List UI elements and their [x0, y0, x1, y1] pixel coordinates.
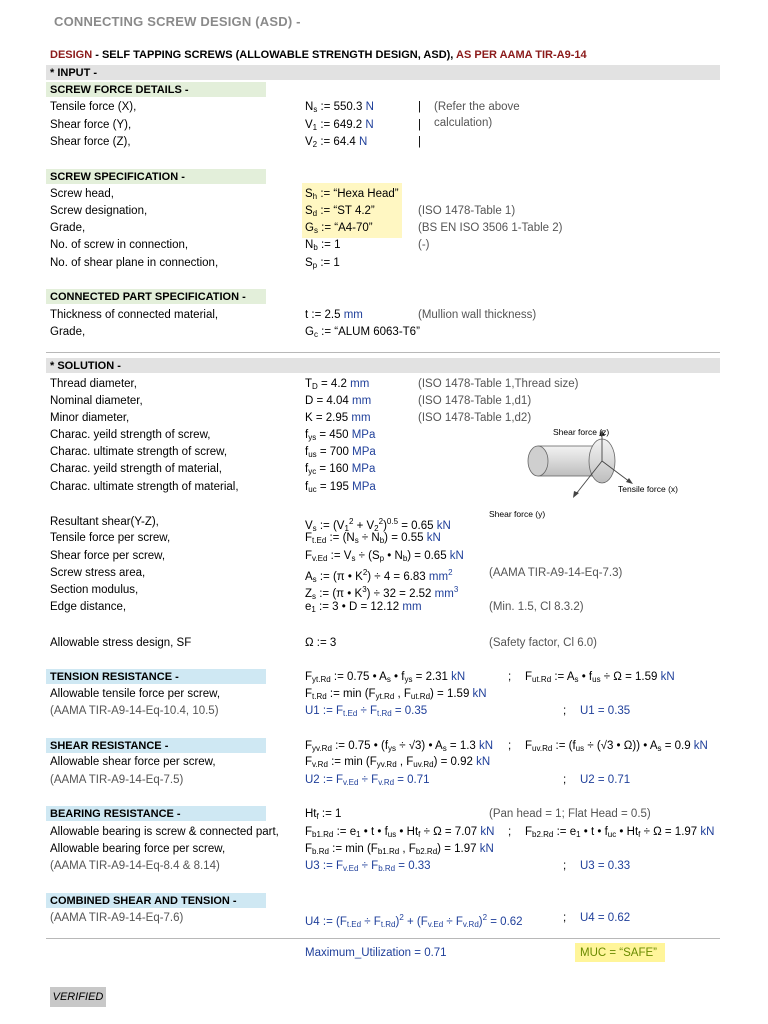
combined-ref: (AAMA TIR-A9-14-Eq-7.6) [50, 912, 184, 924]
shear-ref: (AAMA TIR-A9-14-Eq-7.5) [50, 774, 184, 786]
fig-label-shear-z: Shear force (z) [553, 427, 610, 437]
refer-note-1: (Refer the above [434, 101, 520, 113]
iso-ref: (ISO 1478-Table 1) [418, 205, 516, 217]
semi-c1: ; [563, 912, 567, 924]
nscrew-label: No. of screw in connection, [50, 239, 189, 251]
fuv-formula: $F_{uv.Rd}$ := ($f_{us} \div (√3$ • Ω)) • $A_s = 0.9$ kN [525, 740, 708, 753]
semi-b1: ; [508, 826, 512, 838]
shear-y-label: Shear force (Y), [50, 119, 132, 131]
u3-formula: U3 := $F_{v.Ed} \div F_{b.Rd} = 0.33$ [305, 860, 431, 873]
fys-value: $f_{ys} = 450$ MPa [305, 429, 376, 442]
thread-label: Thread diameter, [50, 378, 137, 390]
fus-value: $f_{us} = 700$ MPa [305, 446, 376, 459]
design-label: DESIGN [50, 49, 93, 61]
design-std: AS PER AAMA TIR-A9-14 [456, 49, 587, 61]
ft-formula: $F_{t.Ed}$ := $(N_s \div N_b) = 0.55$ kN [305, 532, 441, 545]
u3-result: U3 = 0.33 [580, 860, 631, 872]
page-title: CONNECTING SCREW DESIGN (ASD) - [54, 14, 301, 29]
sp-value: $S_p$ := 1 [305, 257, 340, 270]
input-bar [46, 65, 720, 80]
desig-label: Screw designation, [50, 205, 148, 217]
shear-label: Allowable shear force per screw, [50, 756, 216, 768]
edge-label: Edge distance, [50, 601, 127, 613]
input-section-title: * INPUT - [50, 67, 98, 79]
v1-value: $V_1$ := 649.2 N [305, 119, 374, 132]
fb1-formula: $F_{b1.Rd}$ := $e_1$ • t • $f_{us}$ • $Ht_f \div \Omega = 7.07$ kN [305, 826, 495, 839]
u4-formula: U4 := $(F_{t.Ed} \div F_{t.Rd})^2 + (F_{v.Ed} \div F_{v.Rd})^2 = 0.62$ [305, 913, 523, 929]
grade-label: Grade, [50, 222, 86, 234]
sh-value: $S_h$ := “Hexa Head” [305, 188, 399, 201]
fbrd-formula: $F_{b.Rd}$ := $\min (F_{b1.Rd}$ , $F_{b2.Rd}) = 1.97$ kN [305, 843, 494, 856]
fvrd-formula: $F_{v.Rd}$ := $\min (F_{yv.Rd}$ , $F_{uv.Rd}) = 0.92$ kN [305, 756, 491, 769]
tension-ref: (AAMA TIR-A9-14-Eq-10.4, 10.5) [50, 705, 219, 717]
d-value: D = 4.04 mm [305, 395, 372, 407]
solution-section-title: * SOLUTION - [50, 360, 121, 372]
bs-ref: (BS EN ISO 3506 1-Table 2) [418, 222, 563, 234]
muc-result: MUC = “SAFE” [580, 947, 657, 959]
fig-label-tensile: Tensile force (x) [618, 484, 678, 494]
fyc-value: $f_{yc} = 160$ MPa [305, 463, 376, 476]
htf-value: $Ht_f$ := 1 [305, 808, 342, 821]
fus-label: Charac. ultimate strength of screw, [50, 446, 228, 458]
shear-section-title: SHEAR RESISTANCE - [50, 740, 169, 752]
k-value: K = 2.95 mm [305, 412, 371, 424]
divider-2 [46, 938, 720, 939]
sd-value: $S_d$ := “ST 4.2” [305, 205, 375, 218]
nb-value: $N_b$ := 1 [305, 239, 341, 252]
design-desc: - SELF TAPPING SCREWS (ALLOWABLE STRENGTH DESIGN, ASD), [92, 49, 457, 61]
tps-label: Tensile force per screw, [50, 532, 171, 544]
refer-note-2: calculation) [434, 117, 493, 129]
nshear-label: No. of shear plane in connection, [50, 257, 219, 269]
ns-value: $N_s$ := 550.3 N [305, 101, 374, 114]
fv-formula: $F_{v.Ed}$ := $V_s \div (S_p$ • $N_b) = 0.65$ kN [305, 550, 464, 563]
v2-value: $V_2$ := 64.4 N [305, 136, 368, 149]
min-edge-ref: (Min. 1.5, Cl 8.3.2) [489, 601, 584, 613]
shear-z-label: Shear force (Z), [50, 136, 131, 148]
solution-bar [46, 358, 720, 373]
pipe-2: | [418, 119, 421, 131]
area-label: Screw stress area, [50, 567, 146, 579]
sf-note: (Safety factor, Cl 6.0) [489, 637, 598, 649]
fuc-label: Charac. ultimate strength of material, [50, 481, 239, 493]
omega-value: Ω := 3 [305, 637, 337, 649]
semi-s1: ; [508, 740, 512, 752]
screw-end [528, 446, 548, 476]
design-line [50, 48, 587, 62]
force-section-title: SCREW FORCE DETAILS - [50, 84, 189, 96]
td-value: $T_D = 4.2$ mm [305, 378, 370, 391]
combined-section-title: COMBINED SHEAR AND TENSION - [50, 895, 237, 907]
tensile-label: Tensile force (X), [50, 101, 137, 113]
pipe-3: | [418, 136, 421, 148]
verified-stamp: VERIFIED [50, 987, 106, 1007]
bearing-label-2: Allowable bearing force per screw, [50, 843, 226, 855]
u2-result: U2 = 0.71 [580, 774, 631, 786]
asd-label: Allowable stress design, SF [50, 637, 192, 649]
zs-formula: $Z_s$ := (π • $K^3) \div 32 = 2.52$ $mm^3$ [305, 585, 459, 601]
aama-73-ref: (AAMA TIR-A9-14-Eq-7.3) [489, 567, 623, 579]
head-label: Screw head, [50, 188, 114, 200]
semi-s2: ; [563, 774, 567, 786]
fig-label-shear-y: Shear force (y) [489, 509, 546, 519]
iso-d1-ref: (ISO 1478-Table 1,d1) [418, 395, 532, 407]
dash-ref: (-) [418, 239, 430, 251]
gs-value: $G_s$ := “A4-70” [305, 222, 373, 235]
as-formula: $A_s$ := (π • $K^2) \div 4 = 6.83$ $mm^2$ [305, 568, 453, 584]
fb2-formula: $F_{b2.Rd}$ := $e_1$ • t • $f_{uc}$ • $Ht_f \div \Omega = 1.97$ kN [525, 826, 715, 839]
bearing-section-title: BEARING RESISTANCE - [50, 808, 181, 820]
spec-section-title: SCREW SPECIFICATION - [50, 171, 185, 183]
divider-1 [46, 352, 720, 353]
fuc-value: $f_{uc} = 195$ MPa [305, 481, 376, 494]
bearing-ref: (AAMA TIR-A9-14-Eq-8.4 & 8.14) [50, 860, 220, 872]
pipe-1: | [418, 101, 421, 113]
u1-formula: U1 := $F_{t.Ed} \div F_{t.Rd} = 0.35$ [305, 705, 428, 718]
bearing-label-1: Allowable bearing is screw & connected part, [50, 826, 279, 838]
semi-t2: ; [563, 705, 567, 717]
iso-thread-ref: (ISO 1478-Table 1,Thread size) [418, 378, 579, 390]
iso-d2-ref: (ISO 1478-Table 1,d2) [418, 412, 532, 424]
sps-label: Shear force per screw, [50, 550, 166, 562]
u4-result: U4 = 0.62 [580, 912, 631, 924]
tension-section-title: TENSION RESISTANCE - [50, 671, 179, 683]
part-section-title: CONNECTED PART SPECIFICATION - [50, 291, 246, 303]
nominal-label: Nominal diameter, [50, 395, 143, 407]
mod-label: Section modulus, [50, 584, 139, 596]
vs-formula: $V_s$ := $(V_1^2 + V_2^2)^{0.5} = 0.65$ kN [305, 517, 451, 533]
u2-formula: U2 := $F_{v.Ed} \div F_{v.Rd} = 0.71$ [305, 774, 430, 787]
t-value: t := 2.5 mm [305, 309, 363, 321]
e1-formula: $e_1$ := 3 • D = 12.12 mm [305, 601, 422, 614]
fyt-formula: $F_{yt.Rd}$ := 0.75 • $A_s$ • $f_{ys} = 2.31$ kN [305, 671, 466, 684]
fut-formula: $F_{ut.Rd}$ := $A_s$ • $f_{us} \div \Omega = 1.59$ kN [525, 671, 675, 684]
tension-label: Allowable tensile force per screw, [50, 688, 221, 700]
fys-label: Charac. yeild strength of screw, [50, 429, 211, 441]
ftrd-formula: $F_{t.Rd}$ := $\min (F_{yt.Rd}$ , $F_{ut.Rd}) = 1.59$ kN [305, 688, 487, 701]
pan-note: (Pan head = 1; Flat Head = 0.5) [489, 808, 651, 820]
fyv-formula: $F_{yv.Rd}$ := 0.75 • $(f_{ys} \div √3)$ • $A_s = 1.3$ kN [305, 740, 494, 753]
max-utilization: Maximum_Utilization = 0.71 [305, 947, 447, 959]
res-label: Resultant shear(Y-Z), [50, 516, 159, 528]
semi-t1: ; [508, 671, 512, 683]
u1-result: U1 = 0.35 [580, 705, 631, 717]
thick-label: Thickness of connected material, [50, 309, 219, 321]
minor-label: Minor diameter, [50, 412, 130, 424]
pgrade-label: Grade, [50, 326, 86, 338]
fyc-label: Charac. yeild strength of material, [50, 463, 222, 475]
semi-b2: ; [563, 860, 567, 872]
mullion-note: (Mullion wall thickness) [418, 309, 537, 321]
gc-value: $G_c$ := “ALUM 6063-T6” [305, 326, 420, 339]
